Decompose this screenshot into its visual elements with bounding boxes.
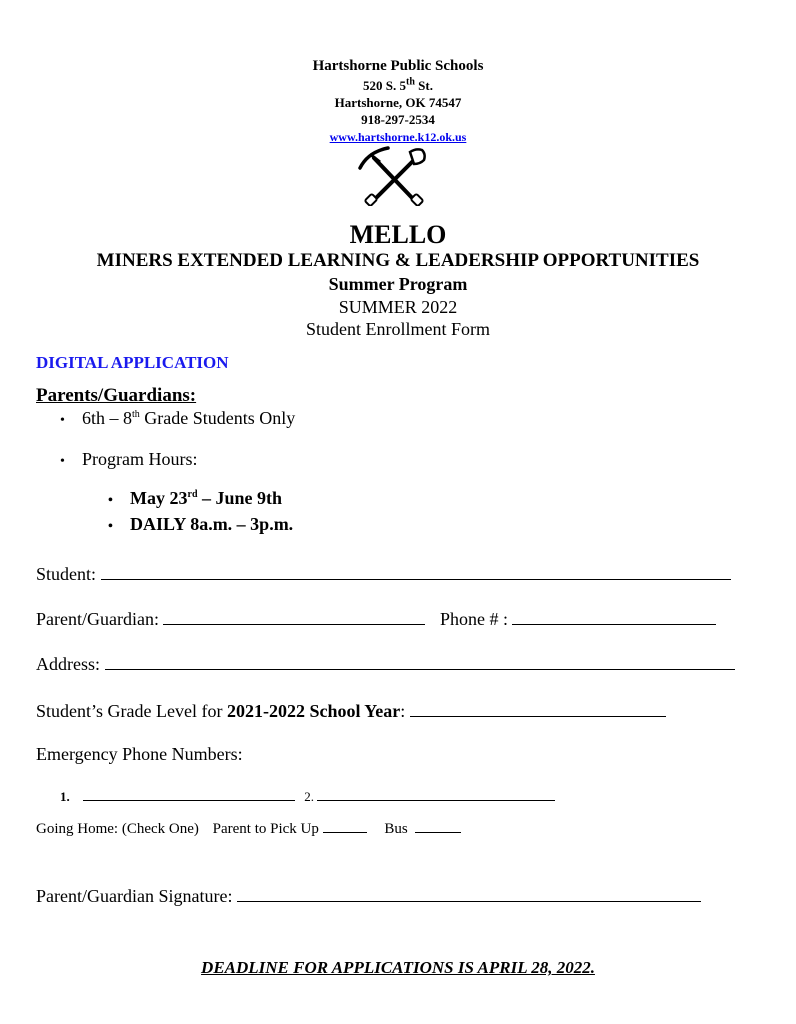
program-subtitle: Summer Program — [328, 274, 468, 294]
address-row — [36, 653, 735, 675]
emergency-2-field[interactable] — [317, 788, 555, 801]
signature-field[interactable] — [237, 885, 701, 902]
deadline-notice: DEADLINE FOR APPLICATIONS IS APRIL 28, 2022. — [201, 958, 595, 977]
bullet-icon: • — [60, 454, 65, 469]
address-label: Address: — [36, 654, 100, 674]
grade-field[interactable] — [410, 700, 666, 717]
bus-checkbox[interactable] — [415, 820, 461, 833]
going-home-label: Going Home: (Check One) — [36, 821, 199, 837]
parent-field[interactable] — [163, 608, 425, 625]
student-row — [36, 563, 731, 585]
signature-row — [36, 885, 701, 907]
bullet-icon: • — [108, 519, 113, 534]
parent-row — [36, 608, 716, 630]
grade-label: Student’s Grade Level for 2021-2022 School Year: — [36, 701, 406, 721]
bullet-daily: • DAILY 8a.m. – 3p.m. — [108, 514, 294, 534]
program-season: SUMMER 2022 — [338, 297, 458, 317]
emergency-2-label: 2. — [304, 789, 314, 804]
school-website-link[interactable]: www.hartshorne.k12.ok.us — [329, 130, 467, 144]
address-field[interactable] — [105, 653, 735, 670]
emergency-row — [60, 788, 555, 805]
emergency-1-field[interactable] — [83, 788, 295, 801]
pick-up-label: Parent to Pick Up — [212, 821, 319, 837]
school-phone: 918-297-2534 — [361, 112, 435, 127]
grade-row — [36, 700, 666, 722]
going-home-row — [36, 820, 461, 838]
emergency-label: Emergency Phone Numbers: — [36, 744, 243, 764]
bullet-icon: • — [108, 493, 113, 508]
phone-label: Phone # : — [439, 609, 508, 629]
pick-up-checkbox[interactable] — [323, 820, 367, 833]
bullet-hours: • Program Hours: — [60, 449, 198, 469]
school-city: Hartshorne, OK 74547 — [334, 95, 462, 110]
parent-label: Parent/Guardian: — [36, 609, 159, 629]
program-title: MELLO — [349, 220, 447, 249]
program-full-name: MINERS EXTENDED LEARNING & LEADERSHIP OPPORTUNITIES — [96, 250, 700, 271]
emergency-1-label: 1. — [60, 789, 70, 804]
bullet-icon: • — [60, 413, 65, 428]
bullet-dates: • May 23rd – June 9th — [108, 488, 283, 508]
phone-field[interactable] — [512, 608, 716, 625]
bus-label: Bus — [384, 821, 408, 837]
form-title: Student Enrollment Form — [306, 319, 490, 339]
school-name: Hartshorne Public Schools — [312, 58, 484, 74]
student-field[interactable] — [101, 563, 731, 580]
school-website-wrap — [0, 128, 796, 146]
digital-application-label: DIGITAL APPLICATION — [36, 353, 229, 372]
student-label: Student: — [36, 564, 97, 584]
parents-heading: Parents/Guardians: — [36, 385, 197, 406]
signature-label: Parent/Guardian Signature: — [36, 886, 233, 906]
school-address: 520 S. 5th St. — [363, 76, 433, 93]
crossed-pick-shovel-icon — [358, 146, 430, 206]
bullet-grades: • 6th – 8th Grade Students Only — [60, 408, 296, 428]
